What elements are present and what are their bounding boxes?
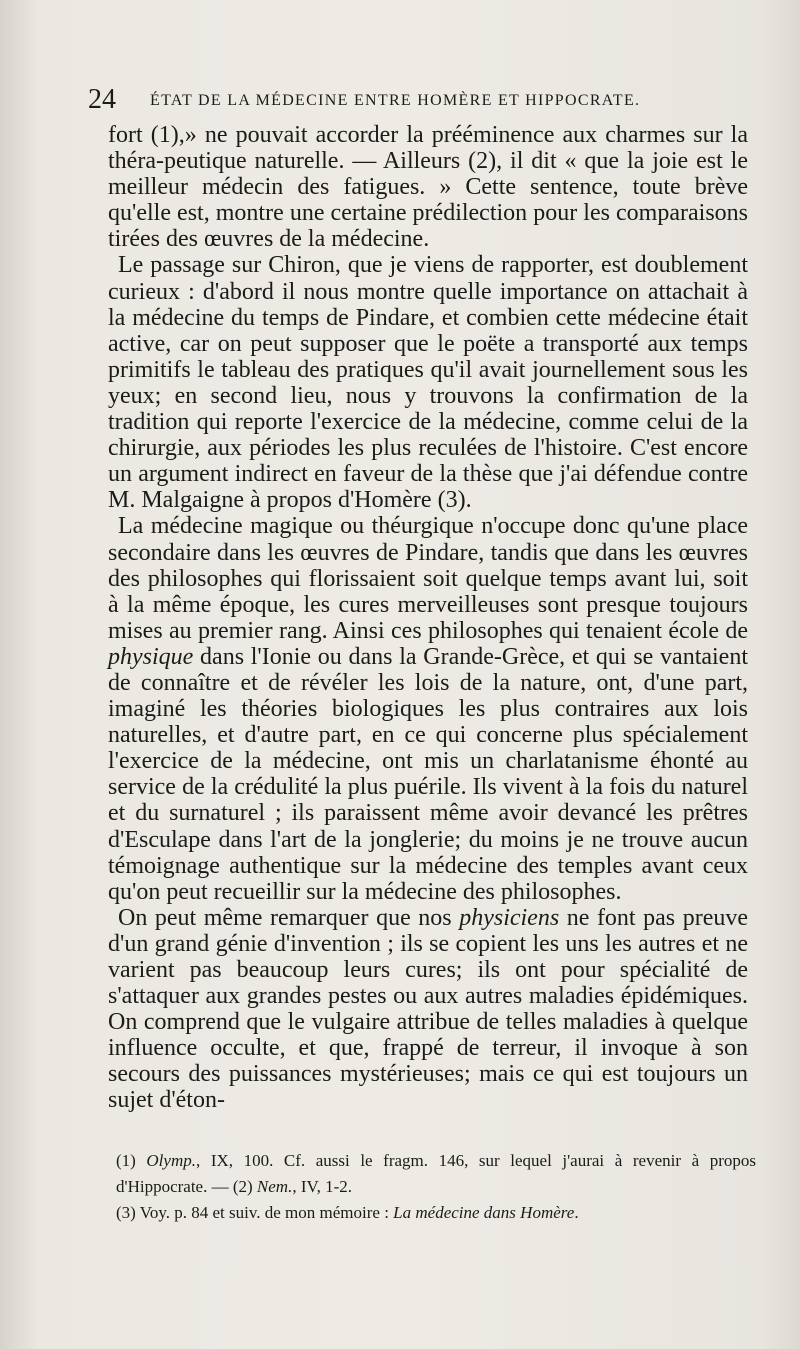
footnote-ref-nem: Nem. [256, 1177, 293, 1196]
page-number: 24 [88, 84, 116, 115]
running-title: ÉTAT DE LA MÉDECINE ENTRE HOMÈRE ET HIPPOCRATE. [150, 92, 641, 109]
footnotes [116, 1148, 756, 1226]
footnote-3 [116, 1200, 756, 1226]
paragraph-4-start: On peut même remarquer que nos [118, 904, 460, 931]
paragraph-3-end: dans l'Ionie ou dans la Grande-Grèce, et qui se vantaient de connaître et de révéler les lois de la nature, ont, d'une part, imaginé les théories biologiques les plus contraires aux lois naturelles, et d'autre part, en ce qui concerne plus spécialement l'exercice de la médecine, ont mis un charlatanisme éhonté au service de la crédulité la plus puérile. Ils vivent à la fois du naturel et du surnaturel ; ils paraissent même avoir devancé les prêtres d'Esculape dans l'art de la jonglerie; du moins je ne trouve aucun témoignage authentique sur la médecine des temples avant ceux qu'on peut recueillir sur la médecine des philosophes. [108, 643, 748, 905]
paragraph-4 [108, 905, 748, 1114]
footnote-3-end: . [574, 1203, 579, 1222]
italic-physique: physique [108, 643, 194, 670]
footnote-3-title: La médecine dans Homère [393, 1203, 575, 1222]
paragraph-3-start: La médecine magique ou théurgique n'occupe donc qu'une place secondaire dans les œuvres de Pindare, tandis que dans les œuvres des philosophes qui florissaient soit quelque temps avant lui, soit à la même époque, les cures merveilleuses sont presque toujours mises au premier rang. Ainsi ces philosophes qui tenaient école de [108, 513, 748, 644]
paragraph-2: Le passage sur Chiron, que je viens de rapporter, est doublement curieux : d'abord il nous montre quelle importance on attachait à la médecine du temps de Pindare, et combien cette médecine était active, car on peut supposer que le poëte a transporté aux temps primitifs le tableau des pratiques qu'il avait journellement sous les yeux; en second lieu, nous y trouvons la confirmation de la tradition qui reporte l'exercice de la médecine, comme celui de la chirurgie, aux périodes les plus reculées de l'histoire. C'est encore un argument indirect en faveur de la thèse que j'ai défendue contre M. Malgaigne à propos d'Homère (3). [108, 252, 748, 514]
running-head [88, 84, 728, 120]
body-text [108, 122, 748, 1114]
paragraph-4-end: ne font pas preuve d'un grand génie d'invention ; ils se copient les uns les autres et ne varient pas beaucoup leurs cures; ils ont pour spécialité de s'attaquer aux grandes pestes ou aux autres maladies épidémiques. On comprend que le vulgaire attribue de telles maladies à quelque influence occulte, et que, frappé de terreur, il invoque à son secours des puissances mystérieuses; mais ce qui est toujours un sujet d'éton- [108, 904, 748, 1114]
italic-physiciens: physiciens [459, 904, 560, 931]
footnote-2-text: , IV, 1-2. [292, 1177, 352, 1196]
footnote-1-text: , IX, 100. Cf. aussi le fragm. 146, sur lequel j'aurai à revenir à propos d'Hippocrate. — (2) [116, 1151, 756, 1196]
footnote-1-number: (1) [116, 1151, 147, 1170]
footnote-ref-olymp: Olymp. [146, 1151, 196, 1170]
paragraph-1: fort (1),» ne pouvait accorder la prééminence aux charmes sur la théra-peutique naturelle. — Ailleurs (2), il dit « que la joie est le meilleur médecin des fatigues. » Cette sentence, toute brève qu'elle est, montre une certaine prédilection pour les comparaisons tirées des œuvres de la médecine. [108, 122, 748, 253]
footnote-3-text: (3) Voy. p. 84 et suiv. de mon mémoire : [116, 1203, 394, 1222]
footnote-1-2 [116, 1148, 756, 1200]
paragraph-3 [108, 513, 748, 904]
